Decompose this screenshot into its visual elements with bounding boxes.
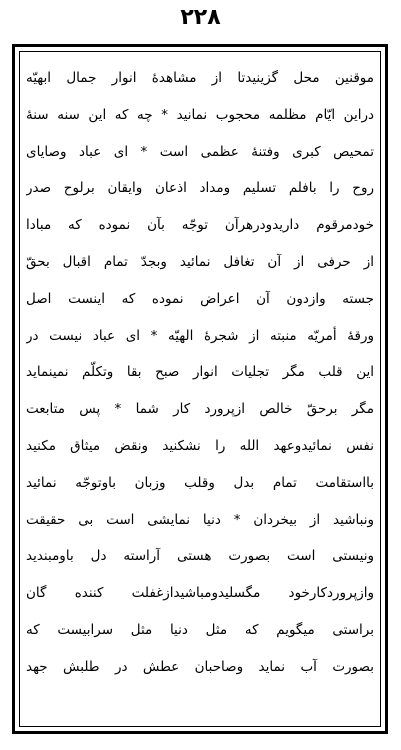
text-frame xyxy=(19,51,381,727)
text-line: تمحيص كبرى وفتنهٔ عظمى است * اى عباد وصاياى xyxy=(26,143,374,160)
text-line: مگر برحقّ خالص ازپرورد كار شما * پس متابعت xyxy=(26,401,374,418)
text-line: موقنين محل گزينيدتا از مشاهدهٔ انوار جمال ابهيّه xyxy=(26,70,374,86)
text-line: بصورت آب نمايد وصاحبان عطش در طلبش جهد xyxy=(26,658,374,675)
text-line: روح را بافلم تسليم ومداد اذعان وايقان برلوح صدر xyxy=(26,180,374,197)
text-line: ورقهٔ أمريّه منبته از شجرهٔ الهيّه * اى عباد نيست در xyxy=(26,327,374,344)
page-number: ٢٢٨ xyxy=(180,5,221,30)
page-border xyxy=(12,44,388,734)
text-line: خودمرقوم داريدودرهرآن توجّه بآن نموده كه مبادا xyxy=(26,217,374,234)
text-line: نفس نمائيدوعهد الله را نشكنيد ونقض ميثاق مكنيد xyxy=(26,437,374,454)
text-line: بااستقامت تمام بدل وقلب وزبان باوتوجّه نمائيد xyxy=(26,474,374,491)
text-line: وازپروردكارخود مگسليدومباشيدازغفلت كننده گان xyxy=(26,585,374,602)
text-line: ونباشيد از بيخردان * دنيا نمايشى است بى حقيقت xyxy=(26,511,374,528)
text-line: اين قلب مگر تجليات انوار صبح بقا وتكلّم نمينمايد xyxy=(26,364,374,381)
text-line: دراين ايّام مظلمه محجوب نمانيد * چه كه اين سنه سنهٔ xyxy=(26,106,374,123)
text-line: براستى ميگويم كه مثل دنيا مثل سرابيست كه xyxy=(26,621,374,638)
text-line: از حرفى از آن تغافل نمائيد وبجدّ تمام اقبال بحقّ xyxy=(26,253,374,270)
text-line: جسته وازدون آن اعراض نموده كه اينست اصل xyxy=(26,290,374,307)
text-line: ونيستى است بصورت هستى آراسته دل باومبنديد xyxy=(26,548,374,565)
body-text xyxy=(26,60,374,686)
